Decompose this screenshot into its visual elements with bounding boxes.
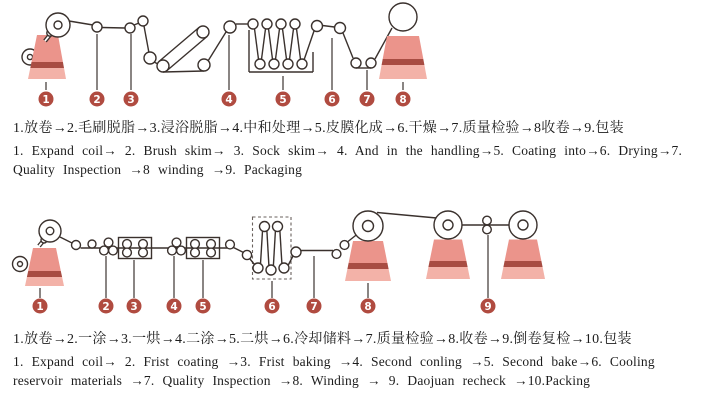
coil-cone <box>25 248 64 286</box>
svg-text:3: 3 <box>130 301 138 313</box>
cooling-accumulator <box>250 217 301 279</box>
svg-text:1: 1 <box>36 301 44 313</box>
winder-station-c <box>501 211 545 279</box>
step-marker-9 <box>481 299 496 314</box>
step-marker-4 <box>167 299 182 314</box>
winder-station-a <box>345 211 391 281</box>
process-1-steps-english-line2: Quality Inspection →8 winding →9. Packaging <box>13 162 303 177</box>
step-marker-5 <box>196 299 211 314</box>
winder-station <box>379 3 427 79</box>
web-path <box>69 16 158 64</box>
unwind-station <box>13 220 81 286</box>
process-2-steps-chinese: 1.放卷→2.一涂→3.一烘→4.二涂→5.二烘→6.冷却储料→7.质量检验→8.收卷→9.倒卷复检→10.包装 <box>13 332 632 347</box>
svg-text:4: 4 <box>225 94 233 106</box>
step-marker-6 <box>265 299 280 314</box>
svg-text:9: 9 <box>484 301 492 313</box>
svg-text:5: 5 <box>279 94 287 106</box>
svg-text:8: 8 <box>399 94 407 106</box>
svg-text:7: 7 <box>310 301 318 313</box>
step-marker-8 <box>361 299 376 314</box>
svg-text:2: 2 <box>93 94 101 106</box>
process-2-steps-english-line1: 1. Expand coil→ 2. Frist coating →3. Frist baking →4. Second conling →5. Second bake→6. Cooling <box>13 354 655 369</box>
svg-text:6: 6 <box>328 94 336 106</box>
coil-cone <box>345 241 391 281</box>
step-marker-7 <box>360 92 375 107</box>
dip-tank <box>248 19 314 72</box>
coil-cone <box>426 240 470 280</box>
process-2-caption <box>13 330 713 390</box>
coil-cone <box>501 240 545 280</box>
step-marker-2 <box>99 299 114 314</box>
step-markers <box>39 34 411 107</box>
svg-text:4: 4 <box>170 301 178 313</box>
drying-section <box>312 21 393 69</box>
svg-text:3: 3 <box>127 94 135 106</box>
svg-text:1: 1 <box>42 94 50 106</box>
step-marker-3 <box>127 299 142 314</box>
svg-text:5: 5 <box>199 301 207 313</box>
step-marker-8 <box>396 92 411 107</box>
svg-text:6: 6 <box>268 301 276 313</box>
step-marker-3 <box>124 92 139 107</box>
svg-text:8: 8 <box>364 301 372 313</box>
recheck-rollers <box>462 216 509 234</box>
unwind-station <box>22 13 70 79</box>
step-marker-2 <box>90 92 105 107</box>
step-marker-4 <box>222 92 237 107</box>
process-1-caption <box>13 119 713 179</box>
process-line-2-diagram <box>0 193 720 323</box>
oven-box-1 <box>119 238 152 259</box>
inspection-run <box>301 234 358 258</box>
process-line-1-diagram <box>0 0 720 113</box>
step-marker-1 <box>39 92 54 107</box>
incline-conveyor <box>157 21 249 72</box>
oven-box-2 <box>187 238 220 259</box>
process-1-steps-english-line1: 1. Expand coil→ 2. Brush skim→ 3. Sock skim→ 4. And in the handling→5. Coating into→6. Drying→7. <box>13 143 683 158</box>
winder-station-b <box>426 211 470 279</box>
coater-head-1 <box>100 238 118 255</box>
step-marker-6 <box>325 92 340 107</box>
process-2-steps-english-line2: reservoir materials →7. Quality Inspection →8. Winding → 9. Daojuan recheck →10.Packing <box>13 373 591 388</box>
coater-head-2 <box>168 238 186 255</box>
svg-text:2: 2 <box>102 301 110 313</box>
step-marker-5 <box>276 92 291 107</box>
step-marker-1 <box>33 299 48 314</box>
svg-text:7: 7 <box>363 94 371 106</box>
coil-cone <box>379 36 427 79</box>
step-marker-7 <box>307 299 322 314</box>
process-1-steps-chinese: 1.放卷→2.毛刷脱脂→3.浸浴脱脂→4.中和处理→5.皮膜化成→6.干燥→7.质量检验→8收卷→9.包装 <box>13 121 624 136</box>
